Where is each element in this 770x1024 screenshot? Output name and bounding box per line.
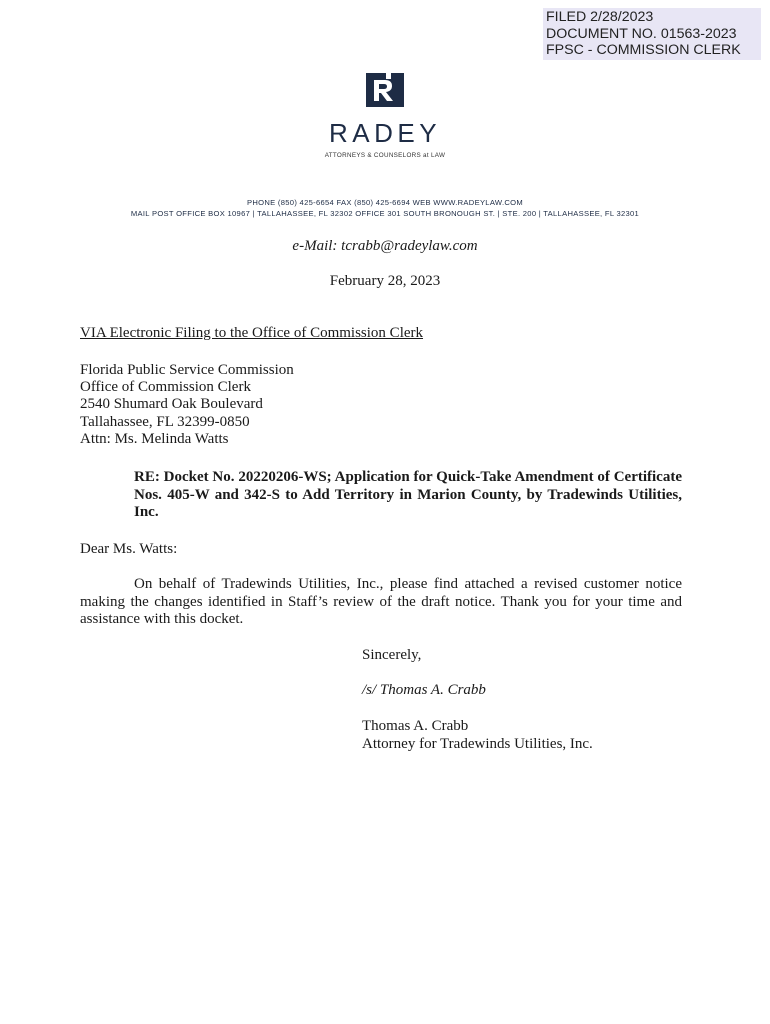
filing-stamp-clerk: FPSC - COMMISSION CLERK — [546, 42, 741, 58]
contact-line-address: MAIL POST OFFICE BOX 10967 | TALLAHASSEE, FL 32302 OFFICE 301 SOUTH BRONOUGH ST. | STE. 200 | TALLAHASSEE, FL 32301 — [130, 209, 640, 218]
radey-logo-icon — [366, 73, 404, 107]
signer-name: Thomas A. Crabb — [362, 718, 469, 734]
recipient-line: Florida Public Service Commission — [80, 362, 294, 378]
sender-email: e-Mail: tcrabb@radeylaw.com — [292, 238, 478, 254]
firm-tagline: ATTORNEYS & COUNSELORS at LAW — [324, 152, 446, 159]
closing: Sincerely, — [362, 647, 422, 663]
recipient-line: 2540 Shumard Oak Boulevard — [80, 396, 263, 413]
signature-block — [362, 717, 593, 753]
recipient-address — [80, 362, 294, 448]
recipient-line: Office of Commission Clerk — [80, 379, 251, 396]
signer-title: Attorney for Tradewinds Utilities, Inc. — [362, 736, 593, 752]
filing-stamp-date: FILED 2/28/2023 — [546, 9, 654, 25]
signature: /s/ Thomas A. Crabb — [362, 682, 486, 698]
salutation: Dear Ms. Watts: — [80, 541, 178, 557]
body-paragraph: On behalf of Tradewinds Utilities, Inc., please find attached a revised customer notice making the changes identified in Staff’s review of the draft notice. Thank you for your time and assistance with this docket. — [80, 576, 682, 627]
subject-line: RE: Docket No. 20220206-WS; Application for Quick-Take Amendment of Certificate Nos. 405-W and 342-S to Add Territory in Marion County, by Tradewinds Utilities, Inc. — [134, 469, 682, 520]
filing-stamp — [543, 8, 761, 60]
letter-date: February 28, 2023 — [329, 273, 441, 289]
filing-stamp-document-number: DOCUMENT NO. 01563-2023 — [546, 25, 737, 42]
contact-line-phone: PHONE (850) 425-6654 FAX (850) 425-6694 WEB WWW.RADEYLAW.COM — [247, 198, 523, 207]
delivery-method: VIA Electronic Filing to the Office of Commission Clerk — [80, 325, 424, 341]
recipient-line: Attn: Ms. Melinda Watts — [80, 430, 229, 447]
firm-wordmark: RADEY — [328, 118, 442, 148]
recipient-line: Tallahassee, FL 32399-0850 — [80, 413, 250, 430]
